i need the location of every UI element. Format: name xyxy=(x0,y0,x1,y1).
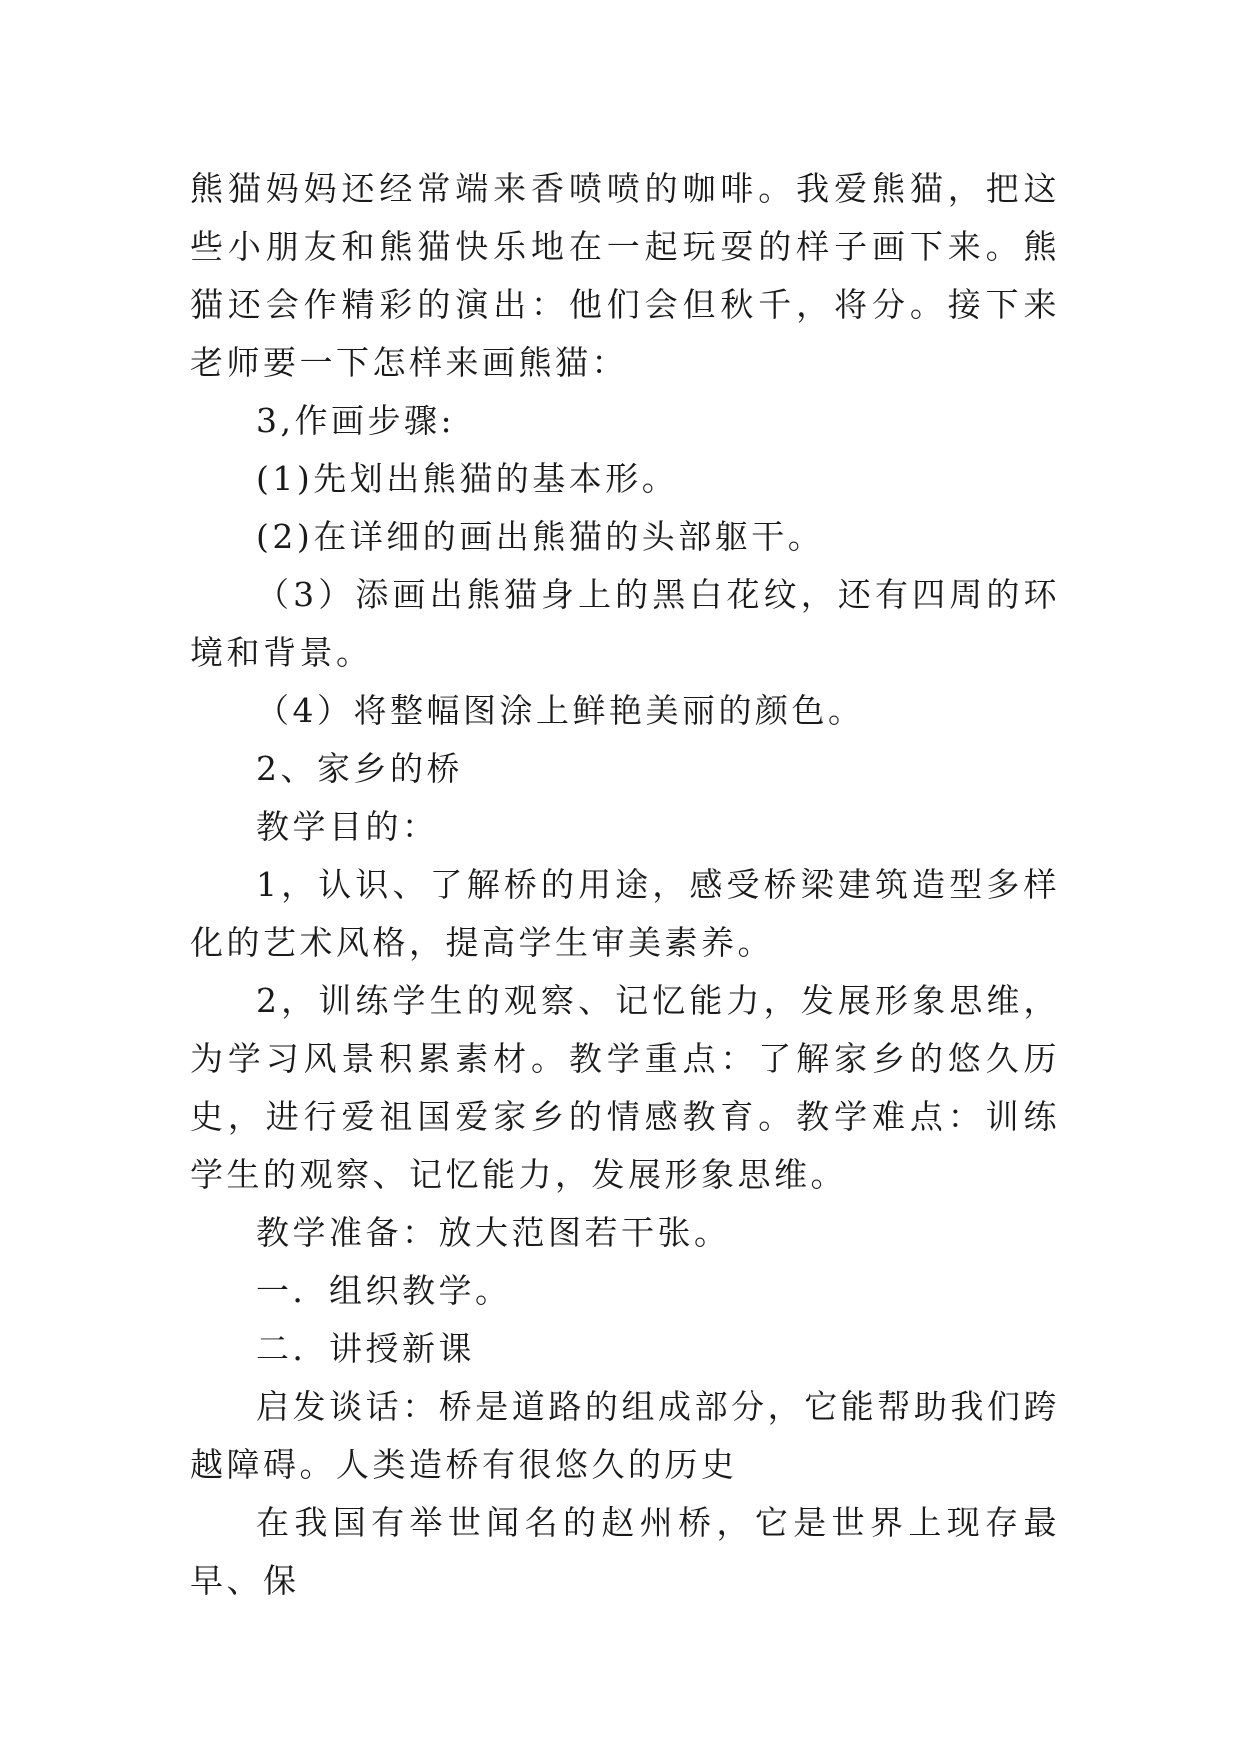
paragraph-15: 在我国有举世闻名的赵州桥，它是世界上现存最早、保 xyxy=(190,1503,1060,1600)
document-body xyxy=(190,160,1060,1610)
paragraph-12: 一．组织教学。 xyxy=(256,1271,512,1310)
section-heading-bridge: 2、家乡的桥 xyxy=(256,749,463,788)
paragraph-5: （3）添画出熊猫身上的黑白花纹，还有四周的环境和背景。 xyxy=(190,575,1060,672)
paragraph-11: 教学准备：放大范图若干张。 xyxy=(256,1213,731,1252)
paragraph-4: (2)在详细的画出熊猫的头部躯干。 xyxy=(256,517,825,556)
teaching-goals-heading: 教学目的： xyxy=(256,807,439,846)
paragraph-13: 二．讲授新课 xyxy=(256,1329,475,1368)
paragraph-1: 熊猫妈妈还经常端来香喷喷的咖啡。我爱熊猫，把这些小朋友和熊猫快乐地在一起玩耍的样子画下来。熊猫还会作精彩的演出：他们会但秋千，将分。接下来老师要一下怎样来画熊猫： xyxy=(190,169,1060,382)
paragraph-14: 启发谈话：桥是道路的组成部分，它能帮助我们跨越障碍。人类造桥有很悠久的历史 xyxy=(190,1387,1060,1484)
paragraph-10: 2，训练学生的观察、记忆能力，发展形象思维，为学习风景积累素材。教学重点：了解家乡的悠久历史，进行爱祖国爱家乡的情感教育。教学难点：训练学生的观察、记忆能力，发展形象思维。 xyxy=(190,981,1060,1194)
paragraph-6: （4）将整幅图涂上鲜艳美丽的颜色。 xyxy=(256,691,865,730)
paragraph-2: 3,作画步骤: xyxy=(256,401,456,440)
paragraph-9: 1，认识、了解桥的用途，感受桥梁建筑造型多样化的艺术风格，提高学生审美素养。 xyxy=(190,865,1060,962)
paragraph-3: (1)先划出熊猫的基本形。 xyxy=(256,459,679,498)
